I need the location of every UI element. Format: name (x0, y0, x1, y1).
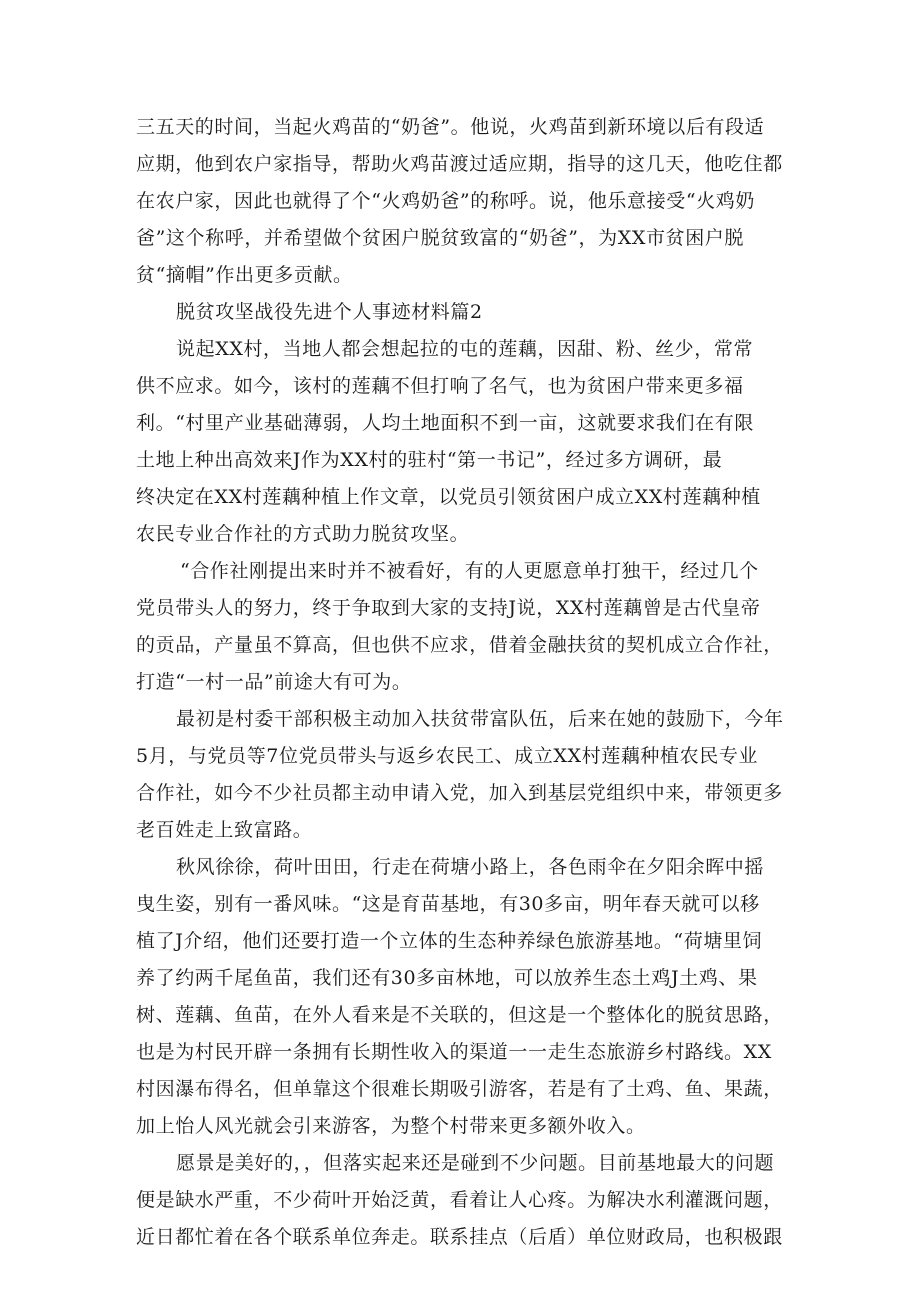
text-line: “合作社刚提出来时并不被看好，有的人更愿意单打独干，经过几个 (180, 560, 759, 582)
text-line: 老百姓走上致富路。 (136, 819, 313, 841)
section-heading: 脱贫攻坚战役先进个人事迹材料篇2 (176, 301, 483, 323)
text-line: 近日都忙着在各个联系单位奔走。联系挂点（后盾）单位财政局，也积极跟 (136, 1226, 783, 1248)
text-line: 养了约两千尾鱼苗，我们还有30多亩林地，可以放养生态土鸡J土鸡、果 (136, 967, 758, 989)
text-line: 党员带头人的努力，终于争取到大家的支持J说，XX村莲藕曾是古代皇帝 (136, 597, 761, 619)
text-line: 树、莲藕、鱼苗，在外人看来是不关联的，但这是一个整体化的脱贫思路， (136, 1004, 783, 1026)
text-line: 应期，他到农户家指导，帮助火鸡苗渡过适应期，指导的这几天，他吃住都 (136, 153, 783, 175)
text-line: 合作社，如今不少社员都主动申请入党，加入到基层党组织中来，带领更多 (136, 782, 783, 804)
text-line: 土地上种出高效来J作为XX村的驻村“第一书记”，经过多方调研，最 (136, 449, 723, 471)
text-line: 利。“村里产业基础薄弱，人均土地面积不到一亩，这就要求我们在有限 (136, 412, 754, 434)
text-line: 三五天的时间，当起火鸡苗的“奶爸”。他说，火鸡苗到新环境以后有段适 (136, 116, 765, 138)
text-line: 爸”这个称呼，并希望做个贫困户脱贫致富的“奶爸”，为XX市贫困户脱 (136, 227, 744, 249)
text-line: 5月，与党员等7位党员带头与返乡农民工、成立XX村莲藕种植农民专业 (136, 745, 759, 767)
text-line: 便是缺水严重，不少荷叶开始泛黄，看着让人心疼。为解决水利灌溉问题， (136, 1189, 783, 1211)
text-line: 秋风徐徐，荷叶田田，行走在荷塘小路上，各色雨伞在夕阳余晖中摇 (176, 856, 765, 878)
text-line: 贫“摘帽”作出更多贡献。 (136, 264, 353, 286)
text-line: 终决定在XX村莲藕种植上作文章，以党员引领贫困户成立XX村莲藕种植 (136, 486, 761, 508)
text-line: 曳生姿，别有一番风味。“这是育苗基地，有30多亩，明年春天就可以移 (136, 893, 760, 915)
text-line: 最初是村委干部积极主动加入扶贫带富队伍，后来在她的鼓励下，今年 (176, 708, 784, 730)
text-line: 供不应求。如今，该村的莲藕不但打响了名气，也为贫困户带来更多福 (136, 375, 744, 397)
text-line: 也是为村民开辟一条拥有长期性收入的渠道一一走生态旅游乡村路线。XX (136, 1041, 772, 1063)
text-line: 的贡品，产量虽不算高，但也供不应求，借着金融扶贫的契机成立合作社， (136, 634, 783, 656)
text-line: 植了J介绍，他们还要打造一个立体的生态种养绿色旅游基地。“荷塘里饲 (136, 930, 763, 952)
text-line: 愿景是美好的，，但落实起来还是碰到不少问题。目前基地最大的问题 (176, 1152, 775, 1174)
text-line: 在农户家，因此也就得了个“火鸡奶爸”的称呼。说，他乐意接受“火鸡奶 (136, 190, 755, 212)
text-line: 说起XX村，当地人都会想起拉的屯的莲藕，因甜、粉、丝少，常常 (176, 338, 754, 360)
text-line: 打造“一村一品”前途大有可为。 (136, 671, 412, 693)
text-line: 加上怡人风光就会引来游客，为整个村带来更多额外收入。 (136, 1115, 646, 1137)
text-line: 农民专业合作社的方式助力脱贫攻坚。 (136, 523, 470, 545)
text-line: 村因瀑布得名，但单靠这个很难长期吸引游客，若是有了土鸡、鱼、果蔬， (136, 1078, 783, 1100)
